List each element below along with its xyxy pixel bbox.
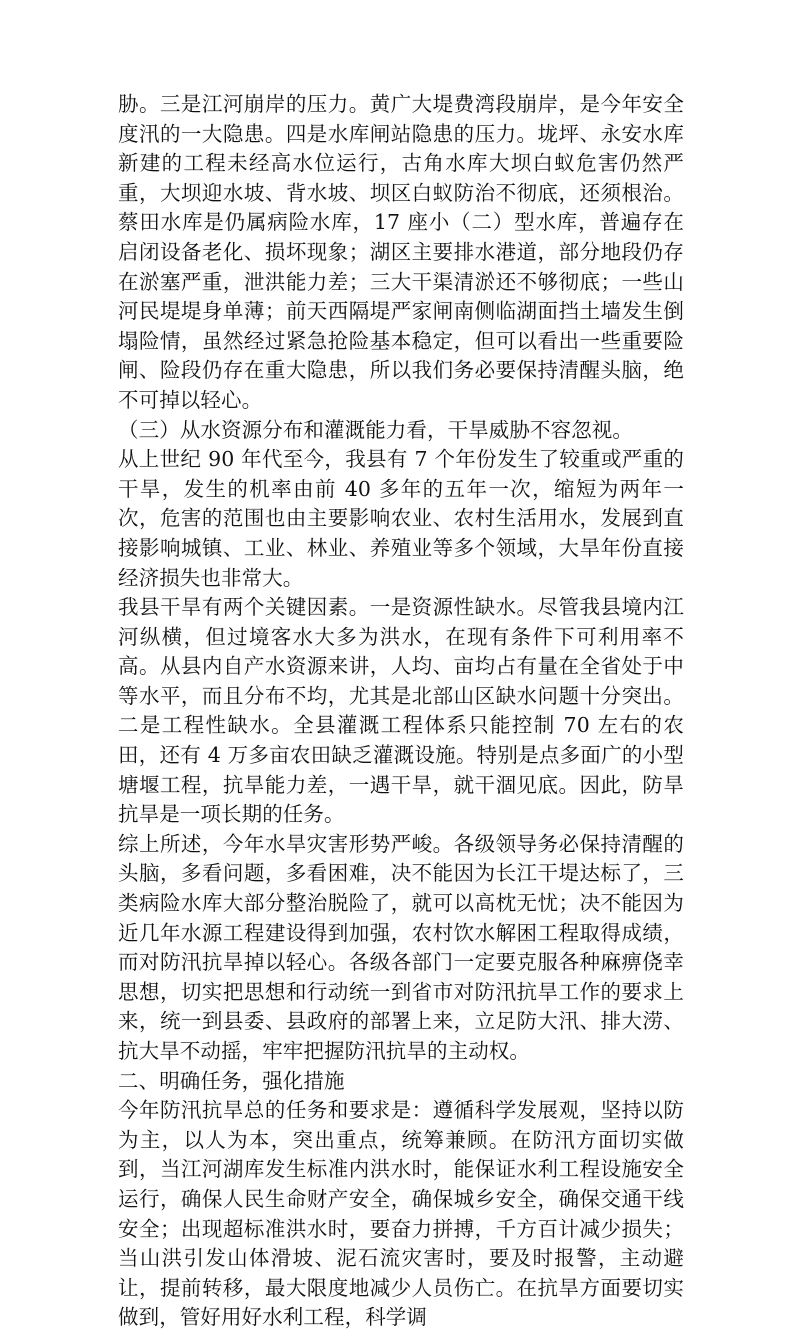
document-page — [118, 90, 684, 1333]
body-paragraph: 胁。三是江河崩岸的压力。黄广大堤费湾段崩岸，是今年安全度汛的一大隐患。四是水库闸站隐患的压力。垅坪、永安水库新建的工程未经高水位运行，古角水库大坝白蚁危害仍然严重，大坝迎水坡、背水坡、坝区白蚁防治不彻底，还须根治。蔡田水库是仍属病险水库，17 座小（二）型水库，普遍存在启闭设备老化、损坏现象；湖区主要排水港道，部分地段仍存在淤塞严重，泄洪能力差；三大干渠清淤还不够彻底；一些山河民堤堤身单薄；前天西隔堤严家闸南侧临湖面挡土墙发生倒塌险情，虽然经过紧急抢险基本稳定，但可以看出一些重要险闸、险段仍存在重大隐患，所以我们务必要保持清醒头脑，绝不可掉以轻心。 — [118, 92, 684, 412]
body-paragraph: 今年防汛抗旱总的任务和要求是：遵循科学发展观，坚持以防为主，以人为本，突出重点，统筹兼顾。在防汛方面切实做到，当江河湖库发生标准内洪水时，能保证水利工程设施安全运行，确保人民生命财产安全，确保城乡安全，确保交通干线安全；出现超标准洪水时，要奋力拼搏，千方百计减少损失；当山洪引发山体滑坡、泥石流灾害时，要及时报警，主动避让，提前转移，最大限度地减少人员伤亡。在抗旱方面要切实做到，管好用好水利工程，科学调 — [118, 1098, 684, 1330]
body-paragraph: 从上世纪 90 年代至今，我县有 7 个年份发生了较重或严重的干旱，发生的机率由前 40 多年的五年一次，缩短为两年一次，危害的范围也由主要影响农业、农村生活用水，发展到直接影响城镇、工业、林业、养殖业等多个领域，大旱年份直接经济损失也非常大。 — [118, 447, 684, 590]
body-paragraph: 综上所述，今年水旱灾害形势严峻。各级领导务必保持清醒的头脑，多看问题，多看困难，决不能因为长江干堤达标了，三类病险水库大部分整治脱险了，就可以高枕无忧；决不能因为近几年水源工程建设得到加强，农村饮水解困工程取得成绩，而对防汛抗旱掉以轻心。各级各部门一定要克服各种麻痹侥幸思想，切实把思想和行动统一到省市对防汛抗旱工作的要求上来，统一到县委、县政府的部署上来，立足防大汛、排大涝、抗大旱不动摇，牢牢把握防汛抗旱的主动权。 — [118, 831, 684, 1063]
body-paragraph: 我县干旱有两个关键因素。一是资源性缺水。尽管我县境内江河纵横，但过境客水大多为洪水，在现有条件下可利用率不高。从县内自产水资源来讲，人均、亩均占有量在全省处于中等水平，而且分布不均，尤其是北部山区缺水问题十分突出。二是工程性缺水。全县灌溉工程体系只能控制 70 左右的农田，还有 4 万多亩农田缺乏灌溉设施。特别是点多面广的小型塘堰工程，抗旱能力差，一遇干旱，就干涸见底。因此，防旱抗旱是一项长期的任务。 — [118, 595, 684, 827]
section-heading: 二、明确任务，强化措施 — [118, 1068, 345, 1093]
section-heading: （三）从水资源分布和灌溉能力看，干旱威胁不容忽视。 — [118, 417, 633, 442]
